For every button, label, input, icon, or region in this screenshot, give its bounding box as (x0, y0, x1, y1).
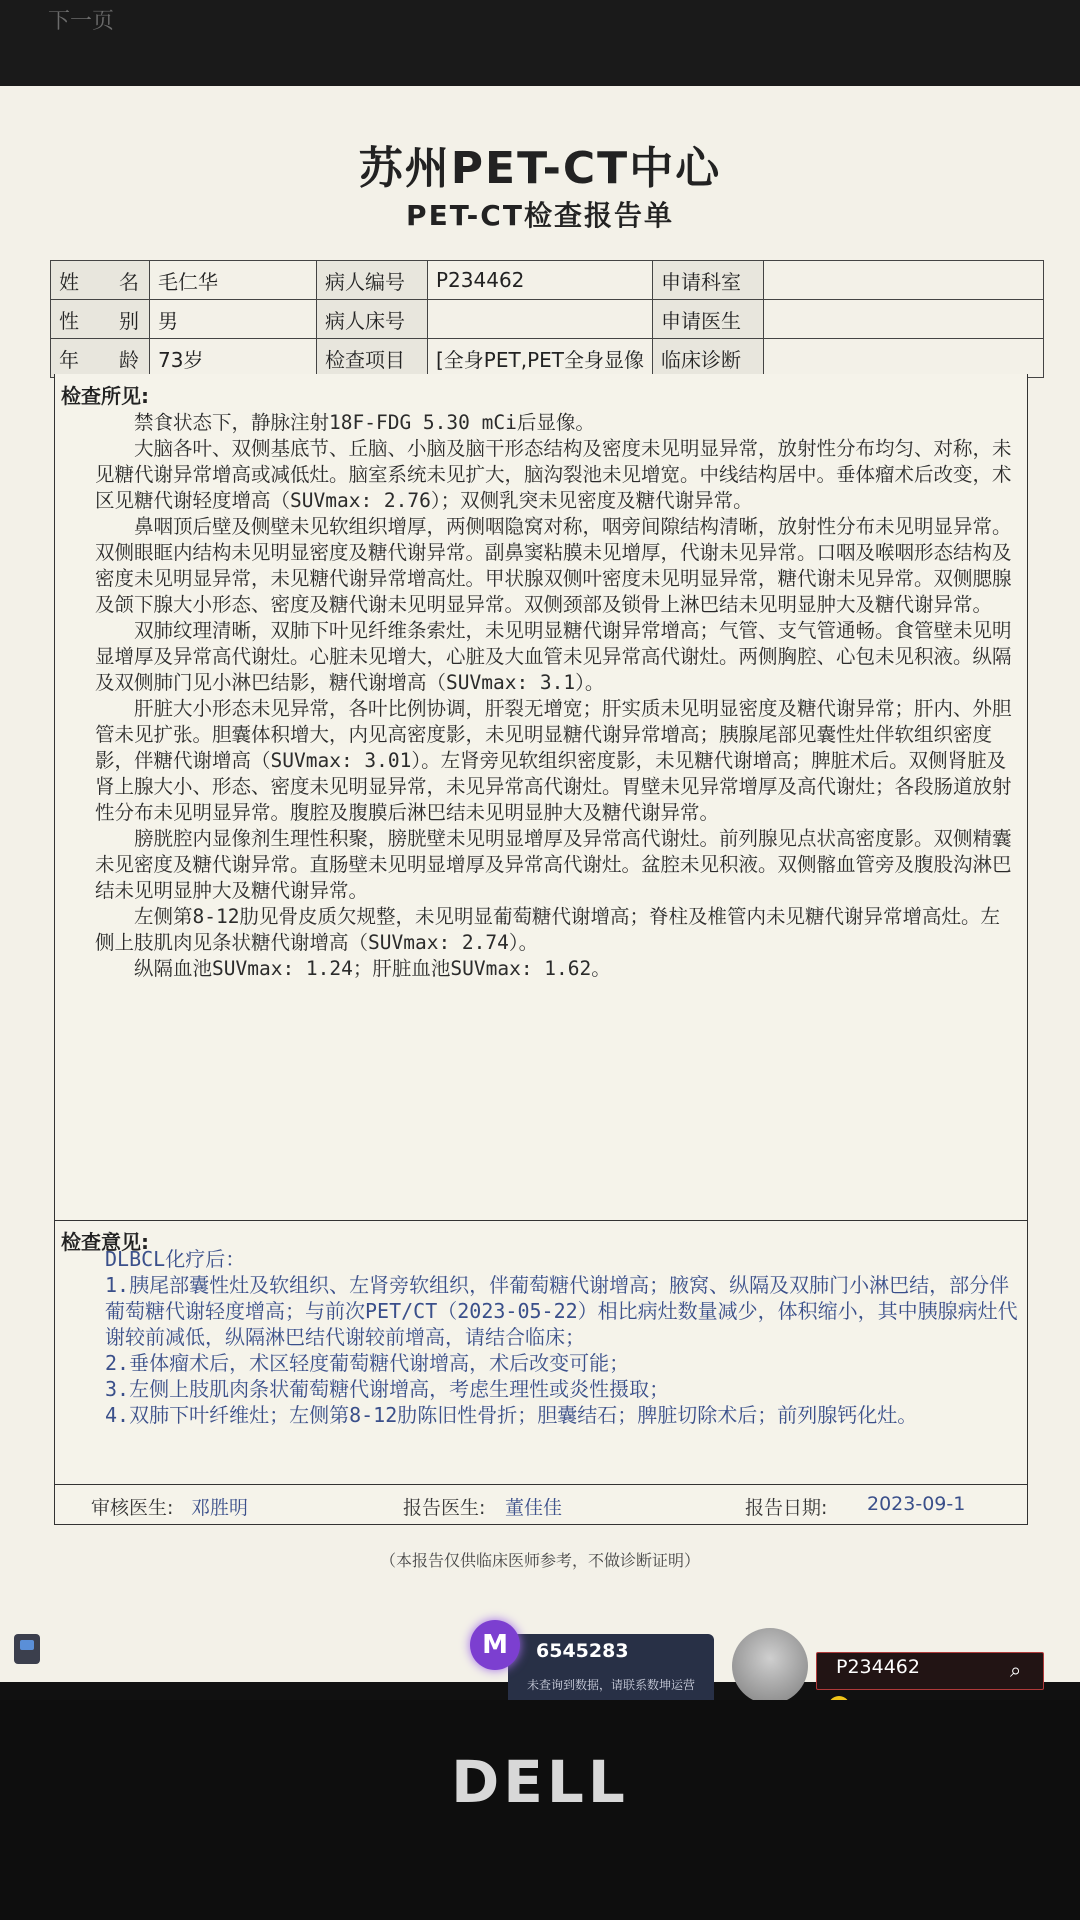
conclusion-line: 2.垂体瘤术后，术区轻度葡萄糖代谢增高，术后改变可能； (105, 1351, 630, 1375)
name-value: 毛仁华 (150, 261, 317, 300)
signature-row (55, 1484, 1027, 1525)
findings-text (95, 410, 1015, 982)
findings-paragraph: 鼻咽顶后壁及侧壁未见软组织增厚，两侧咽隐窝对称，咽旁间隙结构清晰，放射性分布未见明显异常。双侧眼眶内结构未见明显密度及糖代谢异常。副鼻窦粘膜未见增厚，代谢未见异常。口咽及喉咽形态结构及密度未见明显异常，未见糖代谢异常增高灶。甲状腺双侧叶密度未见明显异常，糖代谢未见异常。双侧腮腺及颌下腺大小形态、密度及糖代谢未见明显异常。双侧颈部及锁骨上淋巴结未见明显肿大及糖代谢异常。 (95, 515, 1012, 616)
widget-message: 未查询到数据，请联系数坤运营 (526, 1678, 695, 1692)
report-body (54, 374, 1028, 1525)
reporter-name: 董佳佳 (505, 1497, 563, 1519)
reporter-label: 报告医生: (403, 1497, 486, 1519)
patient-info-table (50, 260, 1044, 378)
findings-paragraph: 膀胱腔内显像剂生理性积聚，膀胱壁未见明显增厚及异常高代谢灶。前列腺见点状高密度影。双侧精囊未见密度及糖代谢异常。直肠壁未见明显增厚及异常高代谢灶。盆腔未见积液。双侧髂血管旁及腹股沟淋巴结未见明显肿大及糖代谢异常。 (95, 827, 1012, 902)
section-divider (55, 1220, 1027, 1221)
diag-label: 临床诊断 (653, 339, 764, 378)
bed-label: 病人床号 (317, 300, 428, 339)
exam-value: [全身PET,PET全身显像 (428, 339, 653, 378)
monitor-brand-logo: DELL (451, 1748, 629, 1816)
dept-value (764, 261, 1044, 300)
findings-paragraph: 纵隔血池SUVmax: 1.24；肝脏血池SUVmax: 1.62。 (134, 957, 611, 980)
reviewer-label: 审核医生: (91, 1497, 174, 1519)
findings-paragraph: 肝脏大小形态未见异常，各叶比例协调，肝裂无增宽；肝实质未见明显密度及糖代谢异常；肝内、外胆管未见扩张。胆囊体积增大，内见高密度影，未见明显糖代谢异常增高；胰腺尾部见囊性灶伴软组织密度影，伴糖代谢增高（SUVmax: 3.01）。左肾旁见软组织密度影，未见糖代谢增高；脾脏术后。双侧肾脏及肾上腺大小、形态、密度未见明显异常，未见异常高代谢灶。胃壁未见异常增厚及高代谢灶；各段肠道放射性分布未见明显异常。腹腔及腹膜后淋巴结未见明显肿大及糖代谢异常。 (95, 697, 1012, 824)
findings-paragraph: 左侧第8-12肋见骨皮质欠规整，未见明显葡萄糖代谢增高；脊柱及椎管内未见糖代谢异常增高灶。左侧上肢肌肉见条状糖代谢增高（SUVmax: 2.74）。 (95, 905, 1000, 954)
reviewer-name: 邓胜明 (191, 1497, 249, 1519)
findings-label: 检查所见: (61, 384, 149, 408)
footnote: （本报告仅供临床医师参考，不做诊断证明） (379, 1551, 700, 1570)
avatar[interactable] (732, 1628, 808, 1704)
monitor-bezel-top (0, 0, 1080, 86)
conclusion-text (105, 1246, 1025, 1428)
sex-label: 性 别 (51, 300, 150, 339)
age-value: 73岁 (150, 339, 317, 378)
conclusion-line: 1.胰尾部囊性灶及软组织、左肾旁软组织，伴葡萄糖代谢增高；腋窝、纵隔及双肺门小淋巴结，部分伴葡萄糖代谢轻度增高；与前次PET/CT（2023-05-22）相比病灶数量减少，体积缩小，其中胰腺病灶代谢较前减低，纵隔淋巴结代谢较前增高，请结合临床； (105, 1273, 1018, 1349)
findings-paragraph: 双肺纹理清晰，双肺下叶见纤维条索灶，未见明显糖代谢异常增高；气管、支气管通畅。食管壁未见明显增厚及异常高代谢灶。心脏未见增大，心脏及大血管未见异常高代谢灶。两侧胸腔、心包未见积液。纵隔及双侧肺门见小淋巴结影，糖代谢增高（SUVmax: 3.1）。 (95, 619, 1012, 694)
conclusion-label: 检查意见: (61, 1230, 149, 1254)
doctor-value (764, 300, 1044, 339)
findings-paragraph: 禁食状态下，静脉注射18F-FDG 5.30 mCi后显像。 (134, 411, 595, 434)
doctor-label: 申请医生 (653, 300, 764, 339)
age-label: 年 龄 (51, 339, 150, 378)
widget-logo-icon[interactable]: M (470, 1620, 520, 1670)
sex-value: 男 (150, 300, 317, 339)
search-icon[interactable]: ⌕ (1010, 1658, 1022, 1682)
widget-number: 6545283 (536, 1640, 629, 1662)
bed-value (428, 300, 653, 339)
dept-label: 申请科室 (653, 261, 764, 300)
report-date: 2023-09-1 (867, 1493, 966, 1515)
report-date-label: 报告日期: (745, 1497, 828, 1519)
search-value: P234462 (836, 1656, 920, 1678)
patient-id-label: 病人编号 (317, 261, 428, 300)
diag-value (764, 339, 1044, 378)
page-subtitle: PET-CT检查报告单 (406, 199, 674, 232)
prev-page-link[interactable]: 下一页 (48, 9, 115, 34)
conclusion-line: 4.双肺下叶纤维灶；左侧第8-12肋陈旧性骨折；胆囊结石；脾脏切除术后；前列腺钙化灶。 (105, 1403, 918, 1427)
conclusion-line: DLBCL化疗后： (105, 1247, 246, 1271)
conclusion-line: 3.左侧上肢肌肉条状葡萄糖代谢增高，考虑生理性或炎性摄取； (105, 1377, 670, 1401)
app-icon[interactable] (14, 1634, 40, 1664)
name-label: 姓 名 (51, 261, 150, 300)
exam-label: 检查项目 (317, 339, 428, 378)
findings-paragraph: 大脑各叶、双侧基底节、丘脑、小脑及脑干形态结构及密度未见明显异常，放射性分布均匀、对称，未见糖代谢异常增高或减低灶。脑室系统未见扩大，脑沟裂池未见增宽。中线结构居中。垂体瘤术后改变，术区见糖代谢轻度增高（SUVmax: 2.76）；双侧乳突未见密度及糖代谢异常。 (95, 437, 1012, 512)
patient-id-value: P234462 (428, 261, 653, 300)
page-title: 苏州PET-CT中心 (358, 143, 722, 194)
